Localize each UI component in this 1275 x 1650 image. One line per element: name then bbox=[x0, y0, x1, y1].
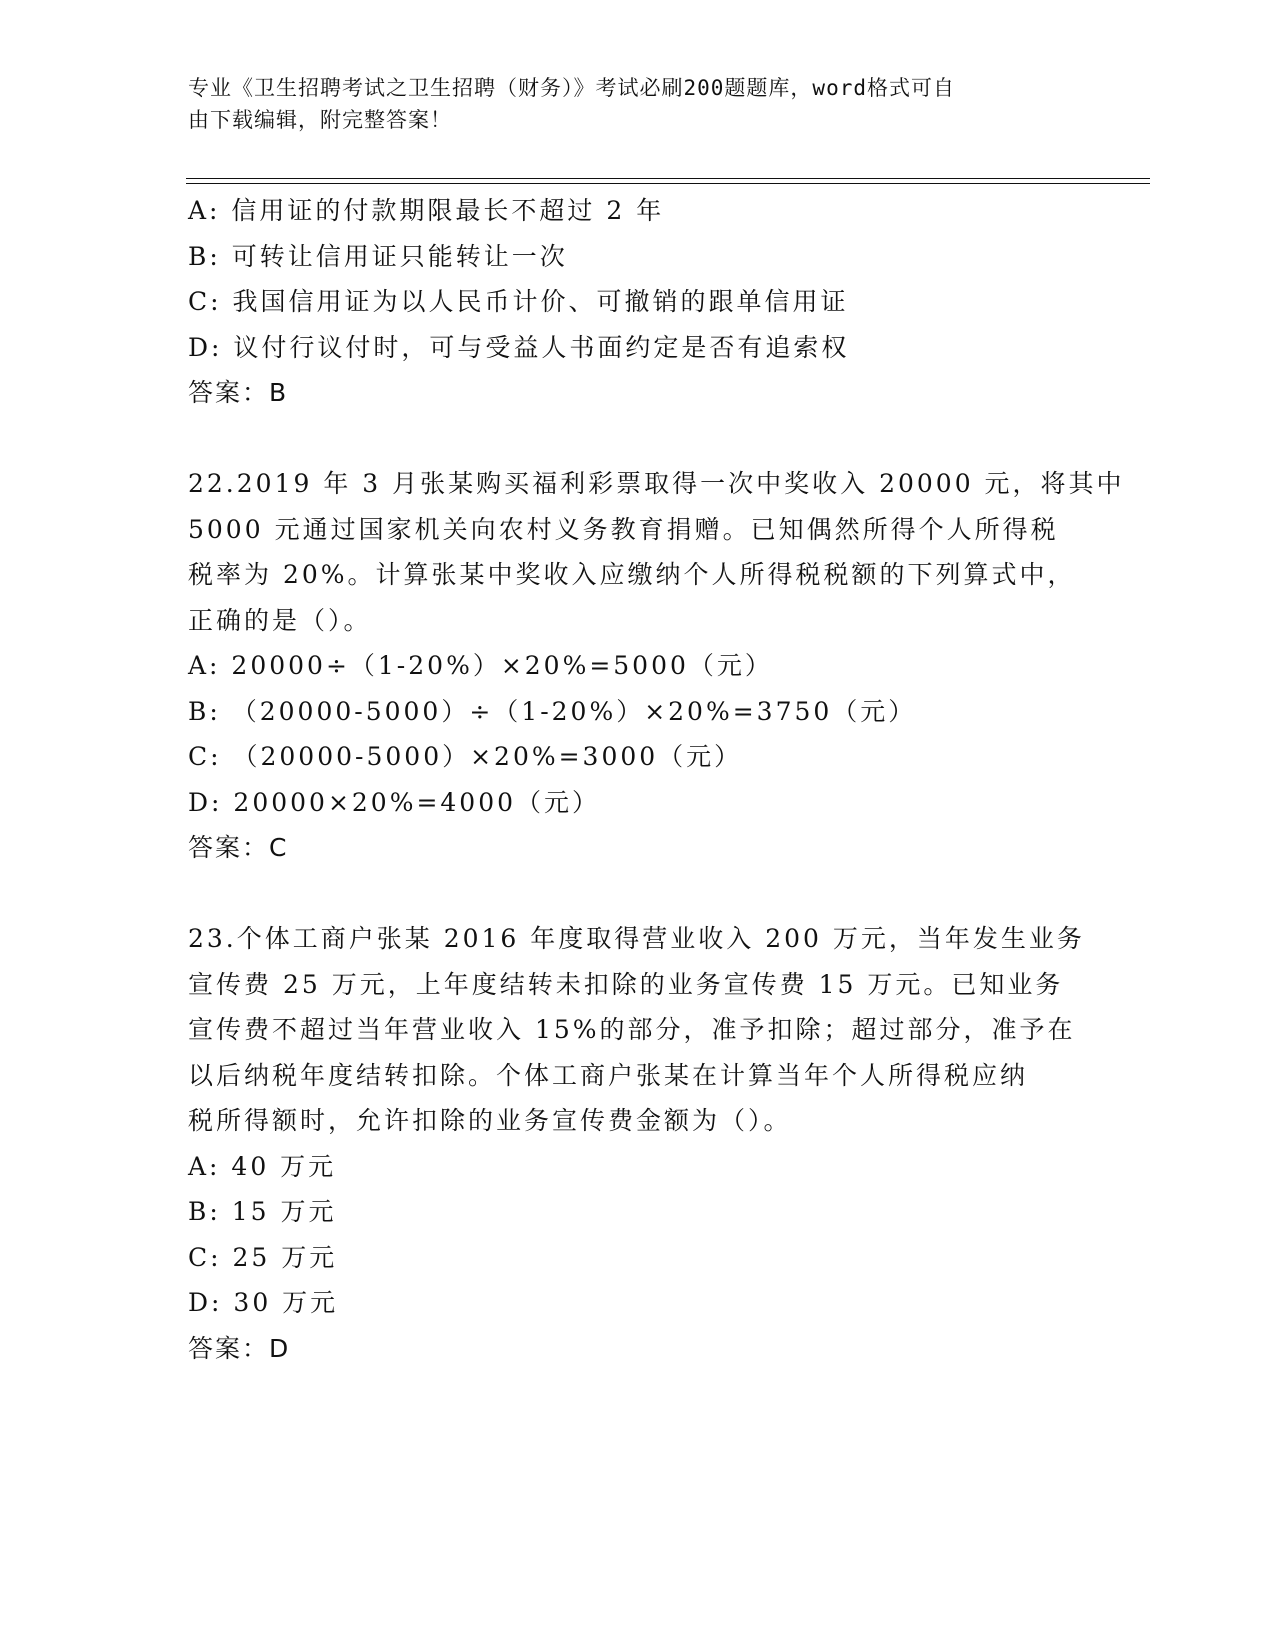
option-c: C: 我国信用证为以人民币计价、可撤销的跟单信用证 bbox=[188, 287, 849, 316]
question-stem-line: 以后纳税年度结转扣除。个体工商户张某在计算当年个人所得税应纳 bbox=[188, 1060, 1029, 1090]
answer-line: 答案：C bbox=[188, 833, 289, 862]
question-stem-line: 5000 元通过国家机关向农村义务教育捐赠。已知偶然所得个人所得税 bbox=[188, 514, 1059, 544]
option-a: A: 40 万元 bbox=[188, 1151, 337, 1181]
header-divider-top bbox=[186, 178, 1150, 179]
option-d: D: 30 万元 bbox=[188, 1288, 339, 1317]
question-stem-line: 税所得额时，允许扣除的业务宣传费金额为（）。 bbox=[188, 1106, 792, 1135]
question-stem-line: 正确的是（）。 bbox=[188, 605, 372, 635]
question-stem-line: 宣传费不超过当年营业收入 15%的部分，准予扣除；超过部分，准予在 bbox=[188, 1015, 1076, 1044]
header-line-2: 由下载编辑，附完整答案！ bbox=[188, 108, 452, 132]
question-stem-line: 宣传费 25 万元，上年度结转未扣除的业务宣传费 15 万元。已知业务 bbox=[188, 969, 1064, 999]
question-stem-line: 税率为 20%。计算张某中奖收入应缴纳个人所得税税额的下列算式中， bbox=[188, 560, 1076, 589]
option-b: B: 可转让信用证只能转让一次 bbox=[188, 241, 568, 271]
question-stem-line: 22.2019 年 3 月张某购买福利彩票取得一次中奖收入 20000 元，将其中 bbox=[188, 469, 1125, 498]
answer-line: 答案：D bbox=[188, 1333, 291, 1363]
question-spacer bbox=[188, 416, 1088, 462]
header-line-1: 专业《卫生招聘考试之卫生招聘（财务）》考试必刷200题题库，word格式可自 bbox=[188, 76, 955, 100]
question-23 bbox=[188, 916, 1088, 1371]
question-list bbox=[188, 188, 1125, 1371]
option-d: D: 20000×20%=4000（元） bbox=[188, 787, 601, 817]
answer-line: 答案：B bbox=[188, 378, 289, 407]
option-b: B: （20000-5000）÷（1-20%）×20%=3750（元） bbox=[188, 696, 917, 726]
question-21 bbox=[188, 188, 1088, 416]
question-spacer bbox=[188, 871, 1088, 917]
option-a: A: 20000÷（1-20%）×20%=5000（元） bbox=[188, 651, 773, 680]
option-c: C: 25 万元 bbox=[188, 1242, 338, 1272]
document-header bbox=[188, 72, 1068, 136]
option-a: A: 信用证的付款期限最长不超过 2 年 bbox=[188, 196, 665, 225]
question-22 bbox=[188, 461, 1125, 871]
option-c: C: （20000-5000）×20%=3000（元） bbox=[188, 742, 743, 771]
option-b: B: 15 万元 bbox=[188, 1197, 337, 1226]
header-divider-bottom bbox=[186, 183, 1150, 184]
option-d: D: 议付行议付时，可与受益人书面约定是否有追索权 bbox=[188, 332, 850, 362]
question-stem-line: 23.个体工商户张某 2016 年度取得营业收入 200 万元，当年发生业务 bbox=[188, 924, 1085, 953]
